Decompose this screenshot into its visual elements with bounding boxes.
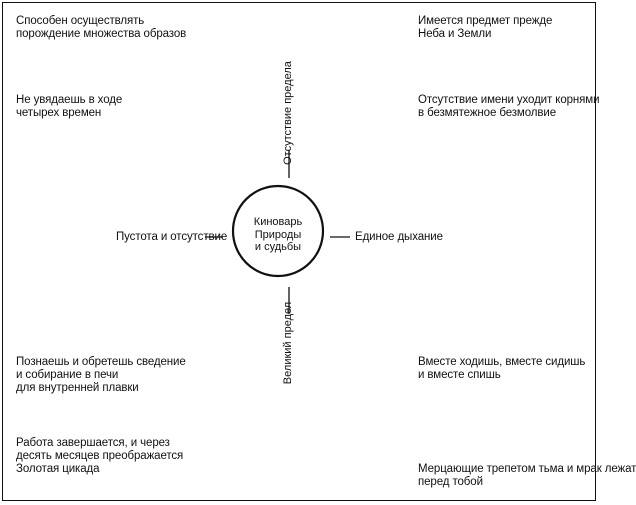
text-top-left-1 [16, 15, 186, 41]
text-line: четырех времен [16, 107, 102, 119]
text-line: Работа завершается, и через [16, 437, 170, 449]
text-line: Имеется предмет прежде [418, 15, 553, 27]
text-line: Вместе ходишь, вместе сидишь [418, 356, 586, 368]
text-line: в безмятежное безмолвие [418, 107, 557, 119]
text-top-right-2 [418, 94, 599, 120]
text-line: и собирание в печи [16, 369, 119, 381]
text-line: Мерцающие трепетом тьма и мрак лежат [418, 463, 636, 475]
axis-label-left: Пустота и отсутствие [116, 231, 228, 243]
axis-label-bottom: Великий предел [282, 301, 294, 385]
axis-label-top: Отсутствие предела [282, 61, 294, 165]
text-line: перед тобой [418, 476, 483, 488]
axis-label-right: Единое дыхание [355, 231, 443, 243]
center-label-line-1: Киноварь [253, 216, 303, 229]
text-bottom-right-1 [418, 356, 585, 382]
text-line: Познаешь и обретешь сведение [16, 356, 186, 368]
text-line: Неба и Земли [418, 28, 492, 40]
center-label-line-2: Природы [254, 228, 302, 241]
text-bottom-right-2 [418, 463, 636, 489]
text-line: Способен осуществлять [16, 15, 145, 27]
text-line: Отсутствие имени уходит корнями [418, 94, 600, 106]
text-top-right-1 [418, 15, 552, 41]
text-line: Золотая цикада [16, 463, 100, 475]
center-label [233, 190, 323, 280]
text-line: для внутренней плавки [16, 382, 139, 394]
text-top-left-2 [16, 94, 122, 120]
text-line: Не увядаешь в ходе [16, 94, 123, 106]
text-line: порождение множества образов [16, 28, 187, 40]
text-bottom-left-1 [16, 356, 186, 395]
text-bottom-left-2 [16, 437, 183, 476]
text-line: и вместе спишь [418, 369, 501, 381]
center-label-line-3: и судьбы [254, 241, 302, 254]
text-line: десять месяцев преображается [16, 450, 184, 462]
